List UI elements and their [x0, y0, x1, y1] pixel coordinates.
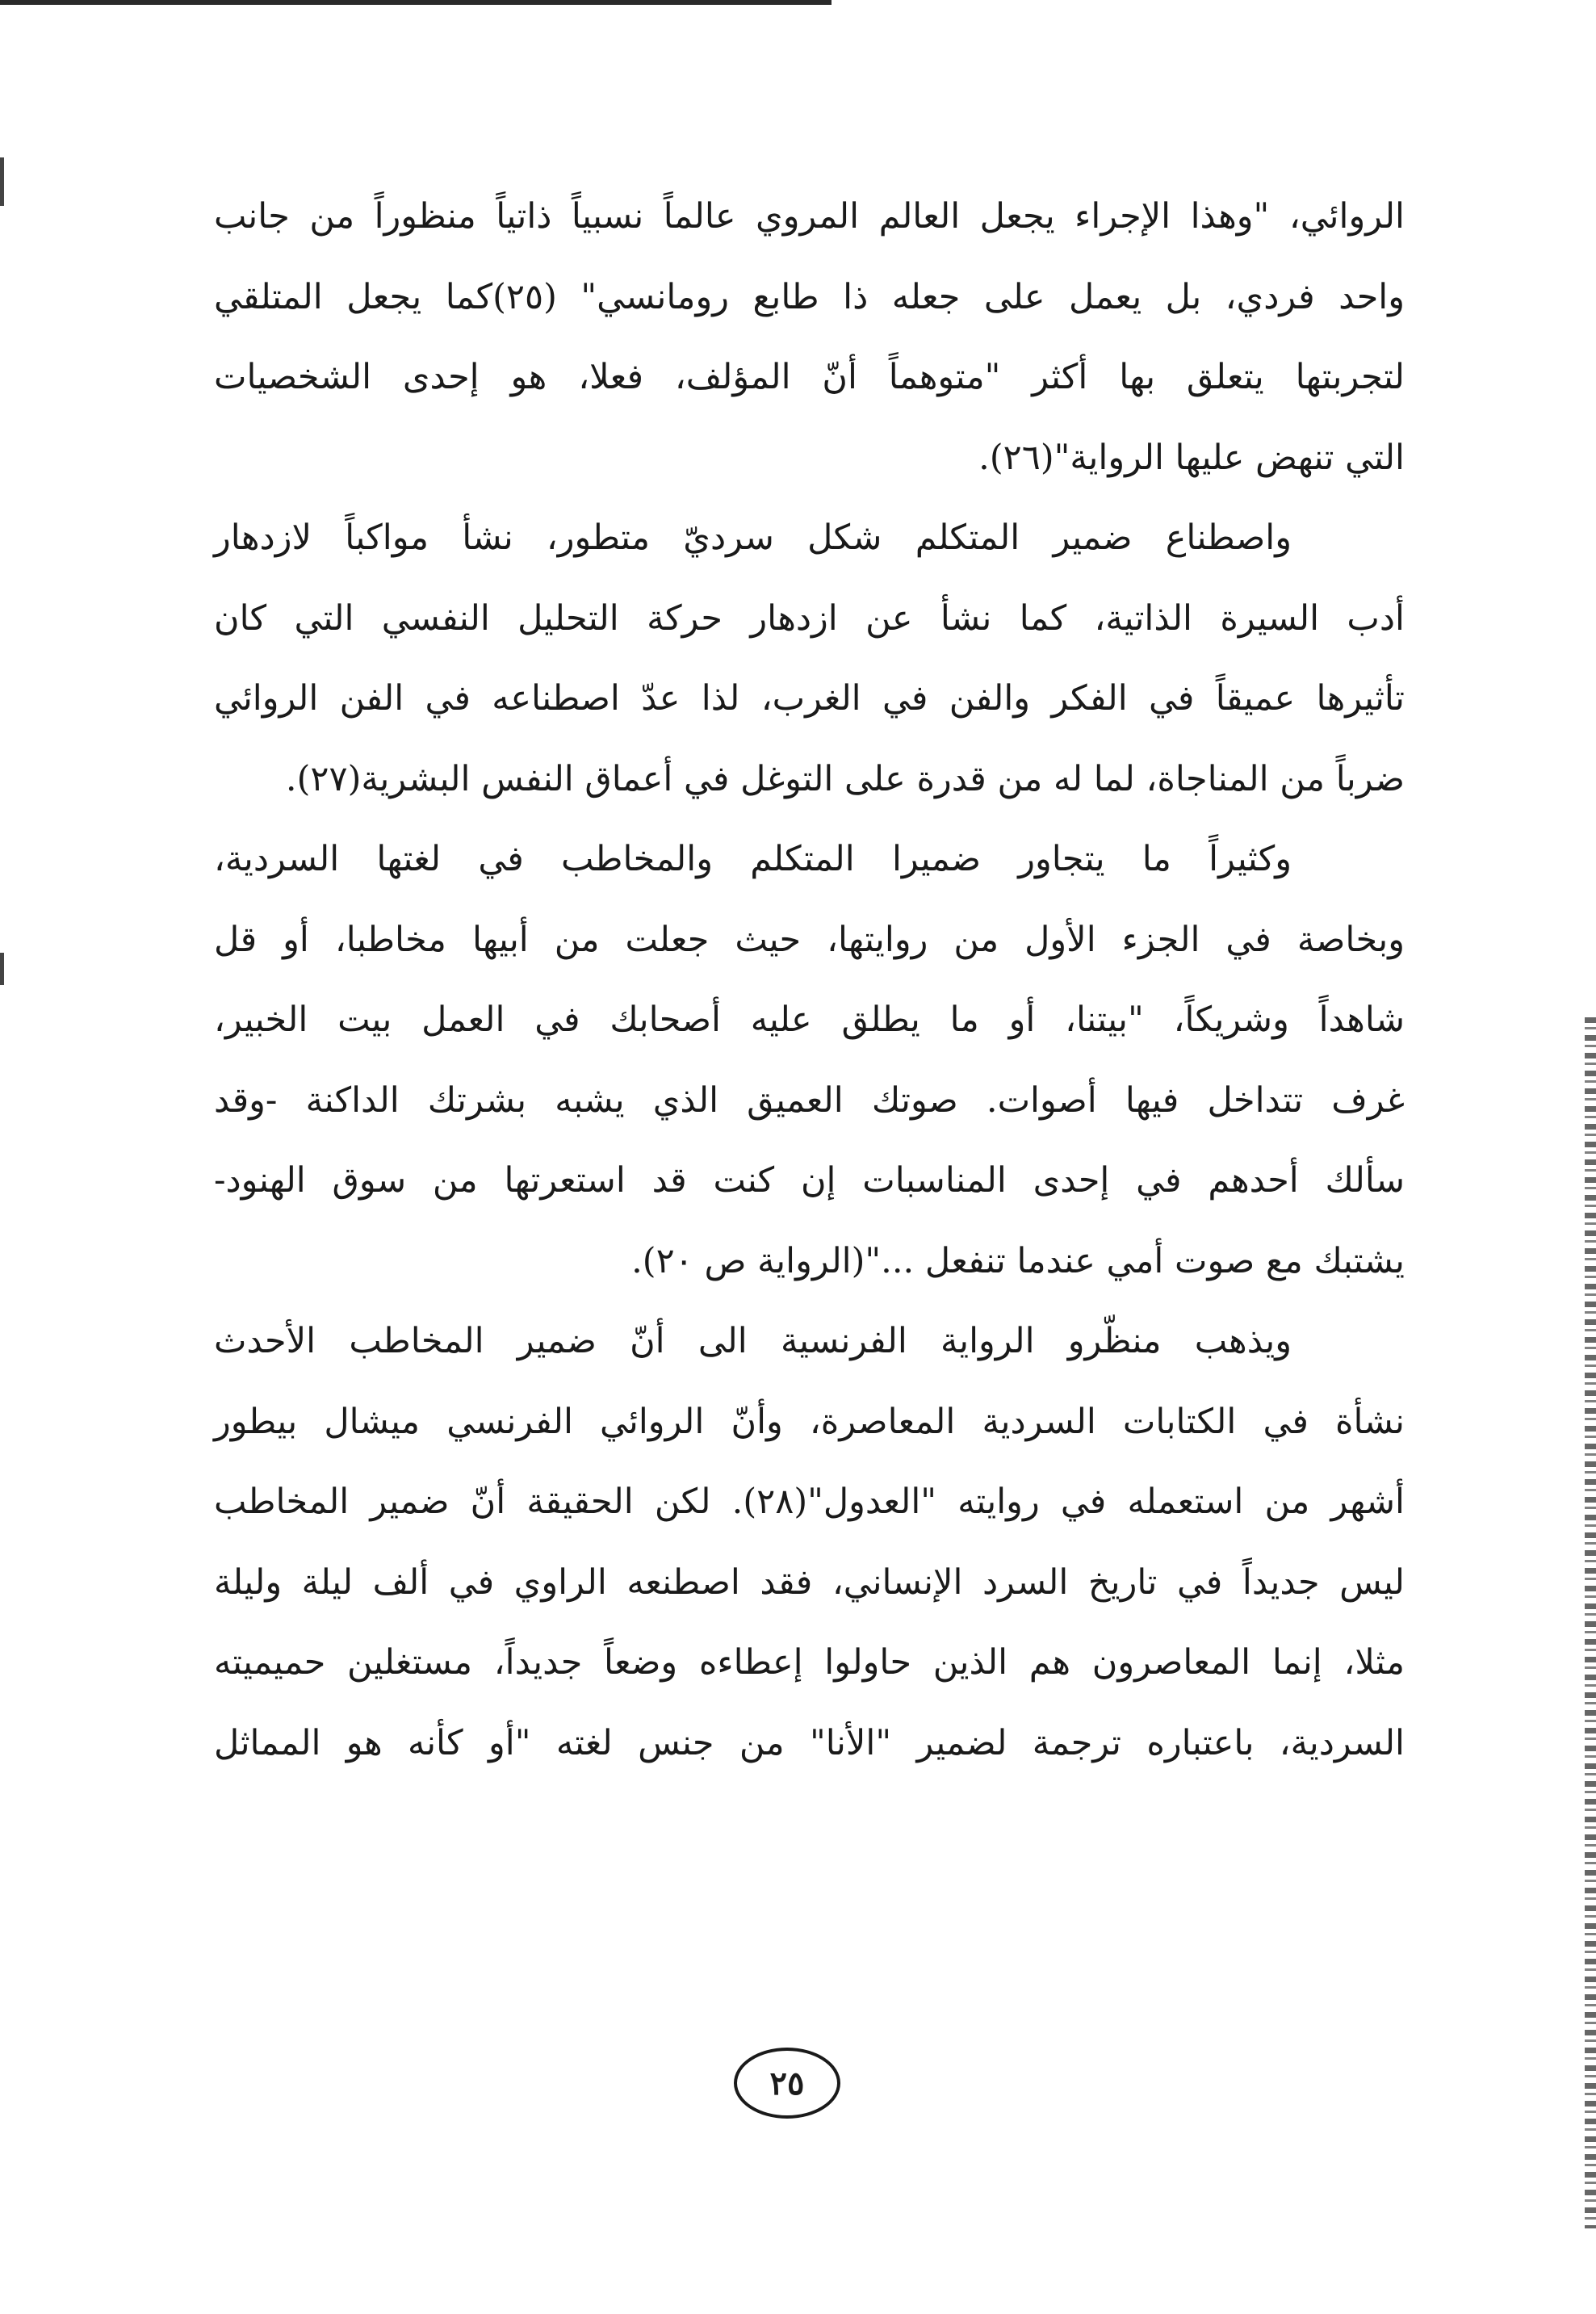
text-line: تأثيرها عميقاً في الفكر والفن في الغرب، لذا عدّ اصطناعه في الفن الروائي — [214, 678, 1405, 719]
text-line: ضرباً من المناجاة، لما له من قدرة على التوغل في أعماق النفس البشرية(٢٧). — [285, 758, 1405, 799]
text-line: التي تنهض عليها الرواية"(٢٦). — [978, 437, 1405, 478]
text-line: سألك أحدهم في إحدى المناسبات إن كنت قد استعرتها من سوق الهنود- — [214, 1160, 1405, 1201]
text-line: يشتبك مع صوت أمي عندما تنفعل ..."(الرواية ص ٢٠). — [631, 1240, 1405, 1281]
page-number: ٢٥ — [769, 2064, 805, 2102]
text-line: الروائي، "وهذا الإجراء يجعل العالم المروي عالماً نسبياً ذاتياً منظوراً من جانب — [214, 196, 1405, 237]
text-line: مثلا، إنما المعاصرون هم الذين حاولوا إعطاءه وضعاً جديداً، مستغلين حميميته — [214, 1642, 1405, 1683]
scan-left-mark — [0, 953, 4, 985]
text-line: ليس جديداً في تاريخ السرد الإنساني، فقد اصطنعه الراوي في ألف ليلة وليلة — [214, 1562, 1405, 1603]
scan-left-mark — [0, 157, 4, 206]
text-line: لتجربتها يتعلق بها أكثر "متوهماً أنّ المؤلف، فعلا، هو إحدى الشخصيات — [214, 357, 1405, 397]
paragraph-start-line: واصطناع ضمير المتكلم شكل سرديّ متطور، نشأ مواكباً لازدهار — [214, 518, 1292, 558]
text-line: غرف تتداخل فيها أصوات. صوتك العميق الذي يشبه بشرتك الداكنة -وقد — [214, 1079, 1405, 1121]
text-line: وبخاصة في الجزء الأول من روايتها، حيث جعلت من أبيها مخاطبا، أو قل — [214, 919, 1405, 960]
text-line: أشهر من استعمله في روايته "العدول"(٢٨). لكن الحقيقة أنّ ضمير المخاطب — [214, 1482, 1405, 1522]
page-number-badge — [734, 2048, 840, 2119]
text-line: شاهداً وشريكاً، "بيتنا، أو ما يطلق عليه أصحابك في العمل بيت الخبير، — [214, 1000, 1405, 1040]
text-line: واحد فردي، بل يعمل على جعله ذا طابع رومانسي" (٢٥)كما يجعل المتلقي — [214, 276, 1405, 317]
text-line: أدب السيرة الذاتية، كما نشأ عن ازدهار حركة التحليل النفسي التي كان — [214, 597, 1405, 639]
text-line: نشأة في الكتابات السردية المعاصرة، وأنّ الروائي الفرنسي ميشال بيطور — [214, 1401, 1405, 1442]
paragraph-start-line: وكثيراً ما يتجاور ضميرا المتكلم والمخاطب في لغتها السردية، — [214, 839, 1292, 879]
paragraph-start-line: ويذهب منظّرو الرواية الفرنسية الى أنّ ضمير المخاطب الأحدث — [214, 1321, 1292, 1361]
text-line: السردية، باعتباره ترجمة لضمير "الأنا" من جنس لغته "أو كأنه هو المماثل — [214, 1722, 1405, 1763]
scan-top-edge — [0, 0, 832, 5]
body-text — [214, 190, 1405, 1796]
scan-right-edge — [1585, 1017, 1596, 2228]
